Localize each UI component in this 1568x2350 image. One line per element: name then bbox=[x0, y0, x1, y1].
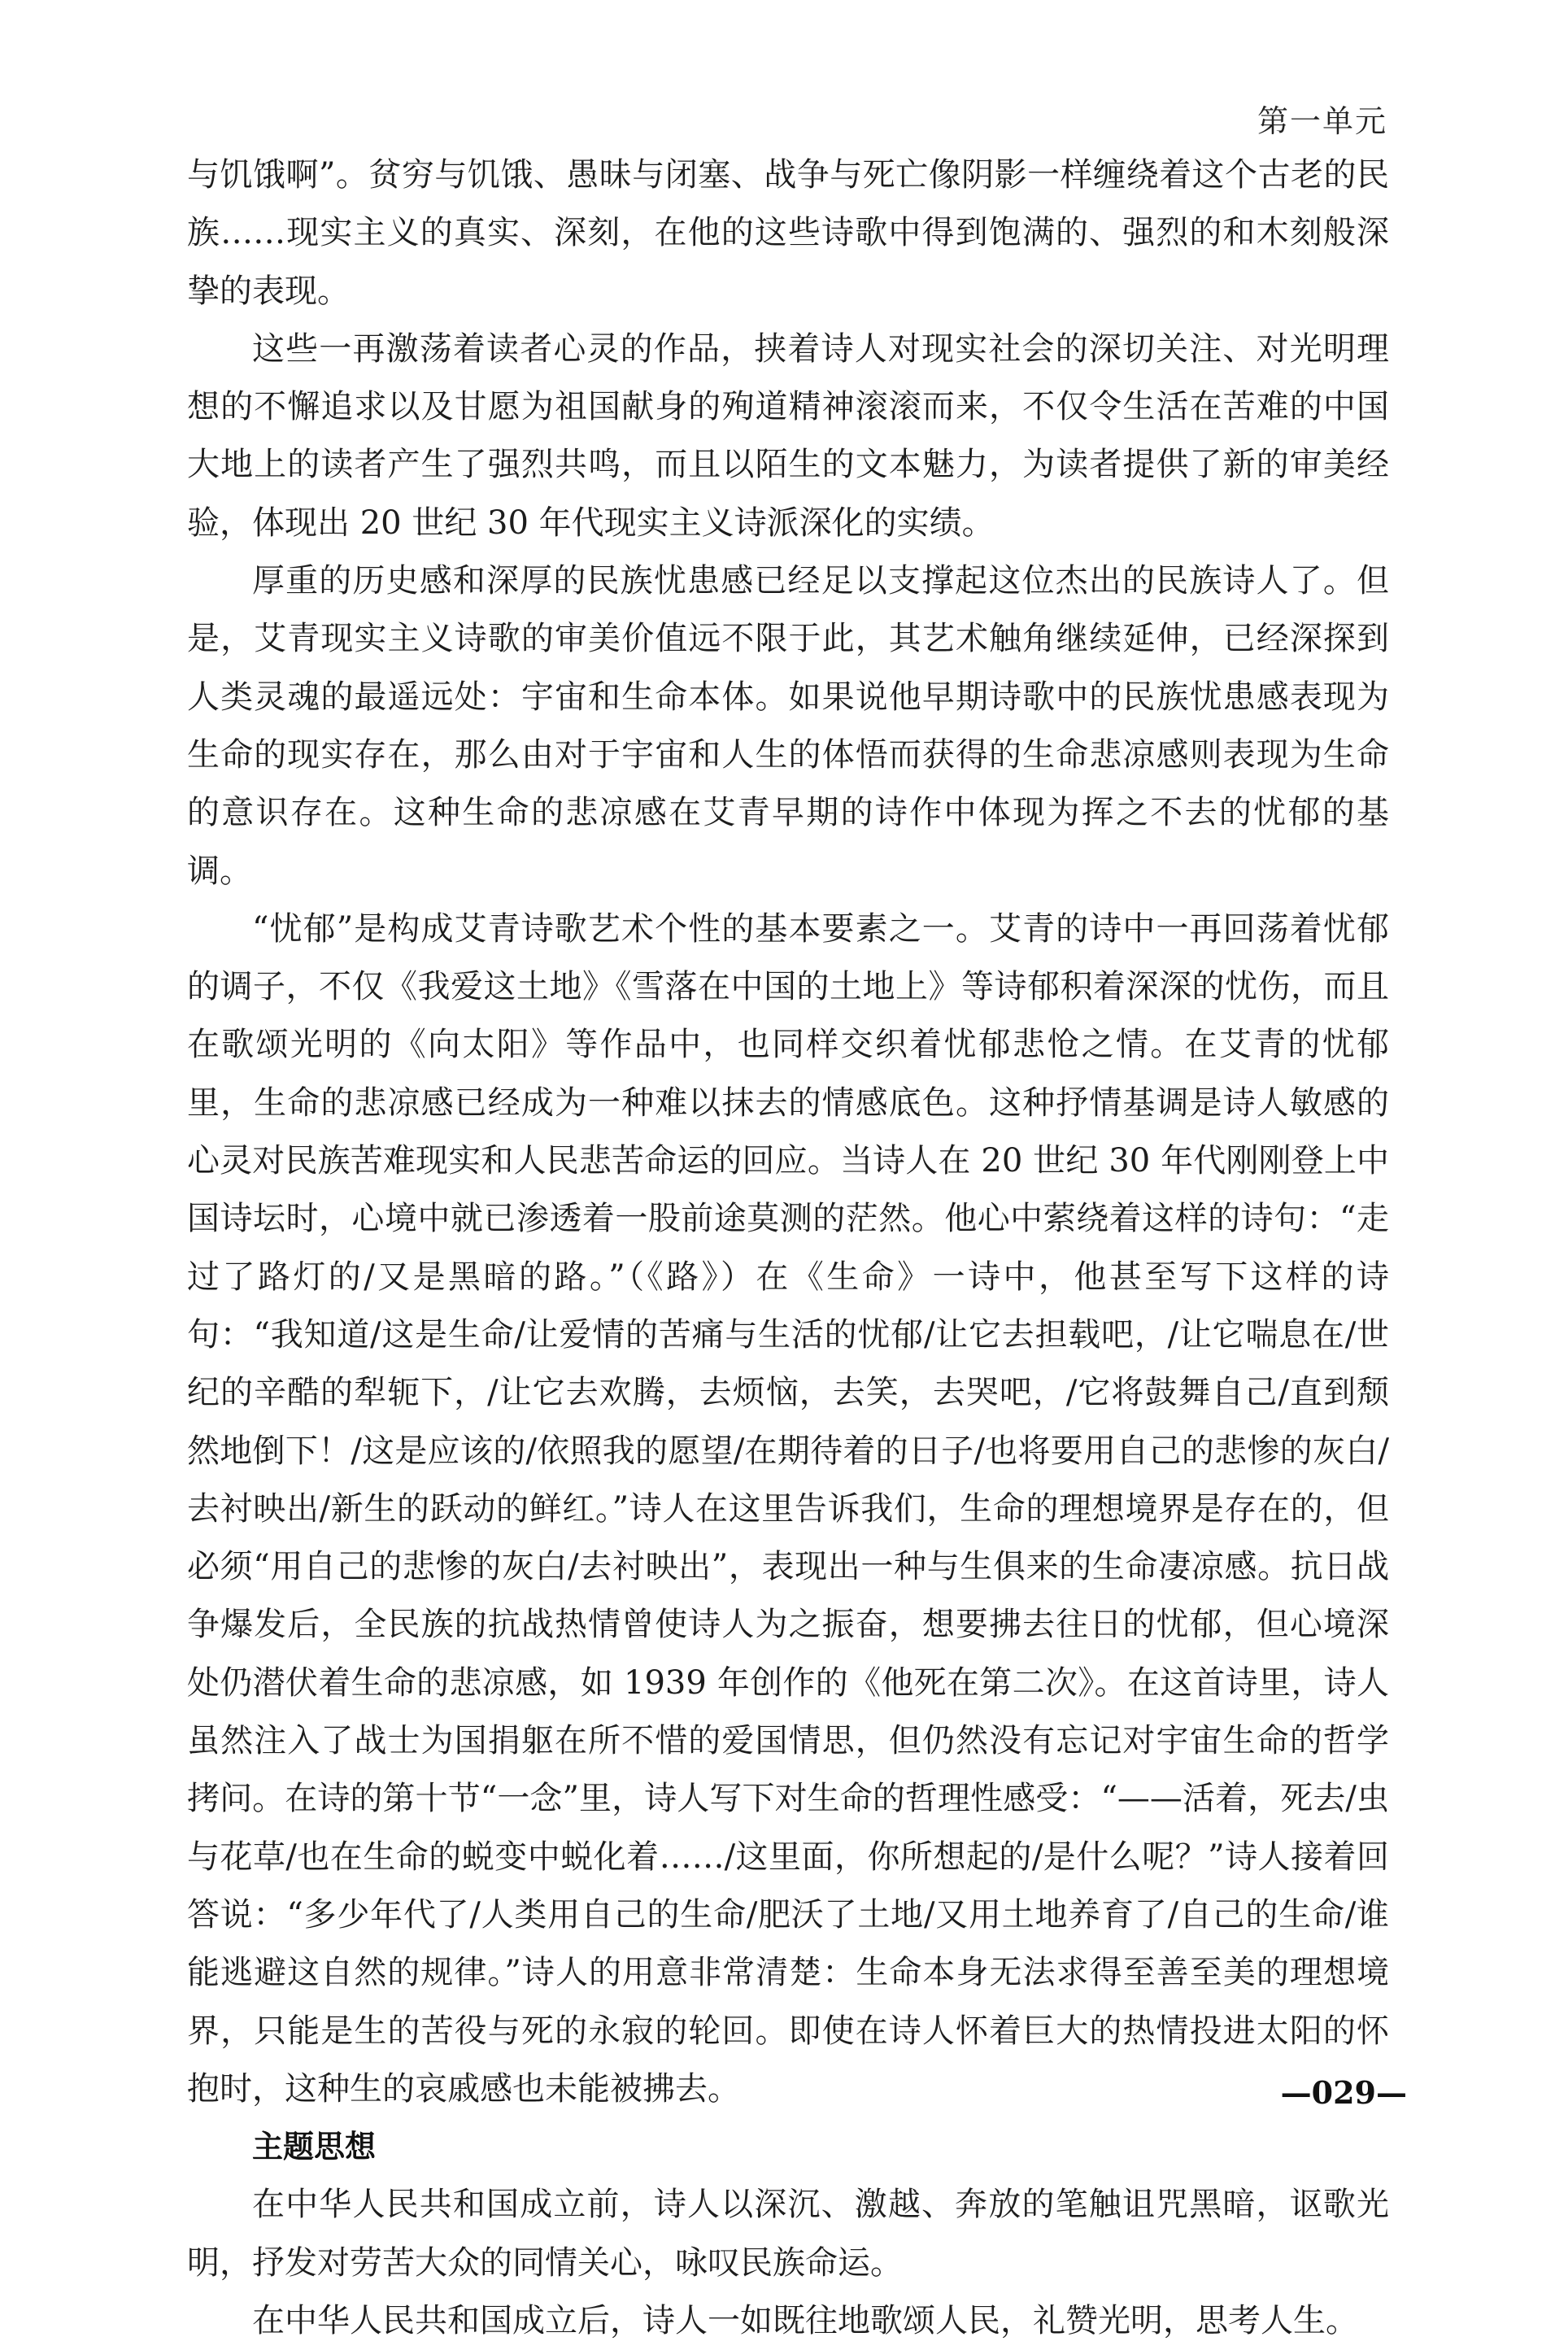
running-head: 第一单元 bbox=[1257, 103, 1387, 139]
body-text bbox=[187, 146, 1389, 2350]
paragraph: “忧郁”是构成艾青诗歌艺术个性的基本要素之一。艾青的诗中一再回荡着忧郁的调子，不仅《我爱这土地》《雪落在中国的土地上》等诗郁积着深深的忧伤，而且在歌颂光明的《向太阳》等作品中，也同样交织着忧郁悲怆之情。在艾青的忧郁里，生命的悲凉感已经成为一种难以抹去的情感底色。这种抒情基调是诗人敏感的心灵对民族苦难现实和人民悲苦命运的回应。当诗人在 20 世纪 30 年代刚刚登上中国诗坛时，心境中就已渗透着一股前途莫测的茫然。他心中萦绕着这样的诗句：“走过了路灯的/又是黑暗的路。”（《路》）在《生命》一诗中，他甚至写下这样的诗句：“我知道/这是生命/让爱情的苦痛与生活的忧郁/让它去担载吧，/让它喘息在/世纪的辛酷的犁轭下，/让它去欢腾，去烦恼，去笑，去哭吧，/它将鼓舞自己/直到颓然地倒下！/这是应该的/依照我的愿望/在期待着的日子/也将要用自己的悲惨的灰白/去衬映出/新生的跃动的鲜红。”诗人在这里告诉我们，生命的理想境界是存在的，但必须“用自己的悲惨的灰白/去衬映出”，表现出一种与生俱来的生命凄凉感。抗日战争爆发后，全民族的抗战热情曾使诗人为之振奋，想要拂去往日的忧郁，但心境深处仍潜伏着生命的悲凉感，如 1939 年创作的《他死在第二次》。在这首诗里，诗人虽然注入了战士为国捐躯在所不惜的爱国情思，但仍然没有忘记对宇宙生命的哲学拷问。在诗的第十节“一念”里，诗人写下对生命的哲理性感受：“——活着，死去/虫与花草/也在生命的蜕变中蜕化着……/这里面，你所想起的/是什么呢？”诗人接着回答说：“多少年代了/人类用自己的生命/肥沃了土地/又用土地养育了/自己的生命/谁能逃避这自然的规律。”诗人的用意非常清楚：生命本身无法求得至善至美的理想境界，只能是生的苦役与死的永寂的轮回。即使在诗人怀着巨大的热情投进太阳的怀抱时，这种生的哀戚感也未能被拂去。 bbox=[187, 909, 1389, 2108]
paragraph: 这些一再激荡着读者心灵的作品，挟着诗人对现实社会的深切关注、对光明理想的不懈追求以及甘愿为祖国献身的殉道精神滚滚而来，不仅令生活在苦难的中国大地上的读者产生了强烈共鸣，而且以陌生的文本魅力，为读者提供了新的审美经验，体现出 20 世纪 30 年代现实主义诗派深化的实绩。 bbox=[187, 329, 1389, 542]
paragraph: 在中华人民共和国成立后，诗人一如既往地歌颂人民，礼赞光明，思考人生。 bbox=[252, 2301, 1358, 2339]
paragraph-continuation: 与饥饿啊”。贫穷与饥饿、愚昧与闭塞、战争与死亡像阴影一样缠绕着这个古老的民族……现实主义的真实、深刻，在他的这些诗歌中得到饱满的、强烈的和木刻般深挚的表现。 bbox=[187, 156, 1389, 310]
page-number: —029— bbox=[1280, 2074, 1407, 2111]
paragraph: 厚重的历史感和深厚的民族忧患感已经足以支撑起这位杰出的民族诗人了。但是，艾青现实主义诗歌的审美价值远不限于此，其艺术触角继续延伸，已经深探到人类灵魂的最遥远处：宇宙和生命本体。如果说他早期诗歌中的民族忧患感表现为生命的现实存在，那么由对于宇宙和人生的体悟而获得的生命悲凉感则表现为生命的意识存在。这种生命的悲凉感在艾青早期的诗作中体现为挥之不去的忧郁的基调。 bbox=[187, 562, 1389, 890]
section-heading: 主题思想 bbox=[252, 2129, 377, 2165]
paragraph: 在中华人民共和国成立前，诗人以深沉、激越、奔放的笔触诅咒黑暗，讴歌光明，抒发对劳苦大众的同情关心，咏叹民族命运。 bbox=[187, 2186, 1389, 2282]
